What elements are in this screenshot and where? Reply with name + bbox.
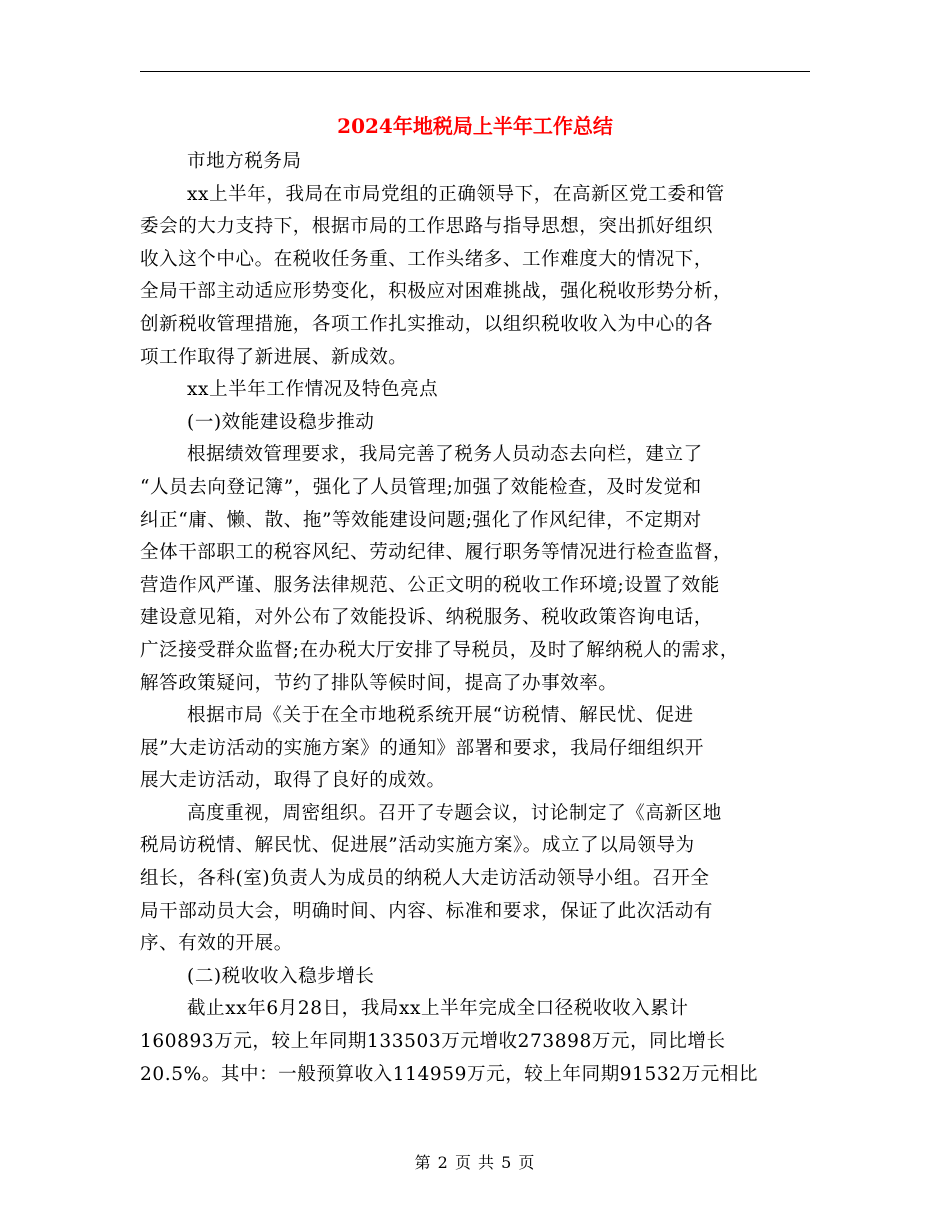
text-line: 创新税收管理措施，各项工作扎实推动，以组织税收收入为中心的各 [140, 313, 714, 335]
text-line: 展大走访活动，取得了良好的成效。 [140, 770, 446, 792]
text-line: 展”大走访活动的实施方案》的通知》部署和要求，我局仔细组织开 [140, 737, 704, 759]
text-line: 税局访税情、解民忧、促进展”活动实施方案》。成立了以局领导为 [140, 835, 695, 857]
document-title: 2024年地税局上半年工作总结 [337, 114, 613, 138]
text-line: 局干部动员大会，明确时间、内容、标准和要求，保证了此次活动有 [140, 900, 714, 922]
text-line: 营造作风严谨、服务法律规范、公正文明的税收工作环境;设置了效能 [140, 574, 720, 596]
text-line: 委会的大力支持下，根据市局的工作思路与指导思想，突出抓好组织 [140, 216, 714, 238]
text-line: xx上半年工作情况及特色亮点 [187, 379, 439, 401]
page-number-footer: 第 2 页 共 5 页 [414, 1153, 536, 1172]
text-line: 纠正“庸、懒、散、拖”等效能建设问题;强化了作风纪律，不定期对 [140, 509, 702, 531]
text-line: (二)税收收入稳步增长 [187, 965, 375, 987]
text-line: 20.5%。其中：一般预算收入114959万元，较上年同期91532万元相比 [140, 1063, 759, 1085]
text-line: “人员去向登记簿”，强化了人员管理;加强了效能检查，及时发觉和 [140, 476, 702, 498]
document-body [140, 146, 812, 1091]
text-line: xx上半年，我局在市局党组的正确领导下，在高新区党工委和管 [187, 183, 725, 205]
text-line: 市地方税务局 [187, 151, 302, 172]
text-line: 高度重视，周密组织。召开了专题会议，讨论制定了《高新区地 [187, 802, 722, 824]
text-line: 项工作取得了新进展、新成效。 [140, 346, 408, 368]
text-line: 建设意见箱，对外公布了效能投诉、纳税服务、税收政策咨询电话， [140, 607, 714, 629]
text-line: 根据市局《关于在全市地税系统开展“访税情、解民忧、促进 [187, 705, 694, 727]
header-rule [140, 71, 810, 72]
text-line: 根据绩效管理要求，我局完善了税务人员动态去向栏，建立了 [187, 444, 703, 466]
text-line: (一)效能建设稳步推动 [187, 411, 375, 433]
text-line: 收入这个中心。在税收任务重、工作头绪多、工作难度大的情况下， [140, 248, 714, 270]
text-line: 全体干部职工的税容风纪、劳动纪律、履行职务等情况进行检查监督， [140, 542, 733, 564]
text-line: 组长，各科(室)负责人为成员的纳税人大走访活动领导小组。召开全 [140, 868, 710, 890]
text-line: 解答政策疑问，节约了排队等候时间，提高了办事效率。 [140, 672, 618, 694]
text-line: 截止xx年6月28日，我局xx上半年完成全口径税收收入累计 [187, 998, 689, 1020]
text-line: 序、有效的开展。 [140, 933, 293, 955]
text-line: 全局干部主动适应形势变化，积极应对困难挑战，强化税收形势分析， [140, 281, 733, 303]
text-line: 160893万元，较上年同期133503万元增收273898万元，同比增长 [140, 1031, 726, 1053]
text-line: 广泛接受群众监督;在办税大厅安排了导税员，及时了解纳税人的需求， [140, 639, 739, 661]
